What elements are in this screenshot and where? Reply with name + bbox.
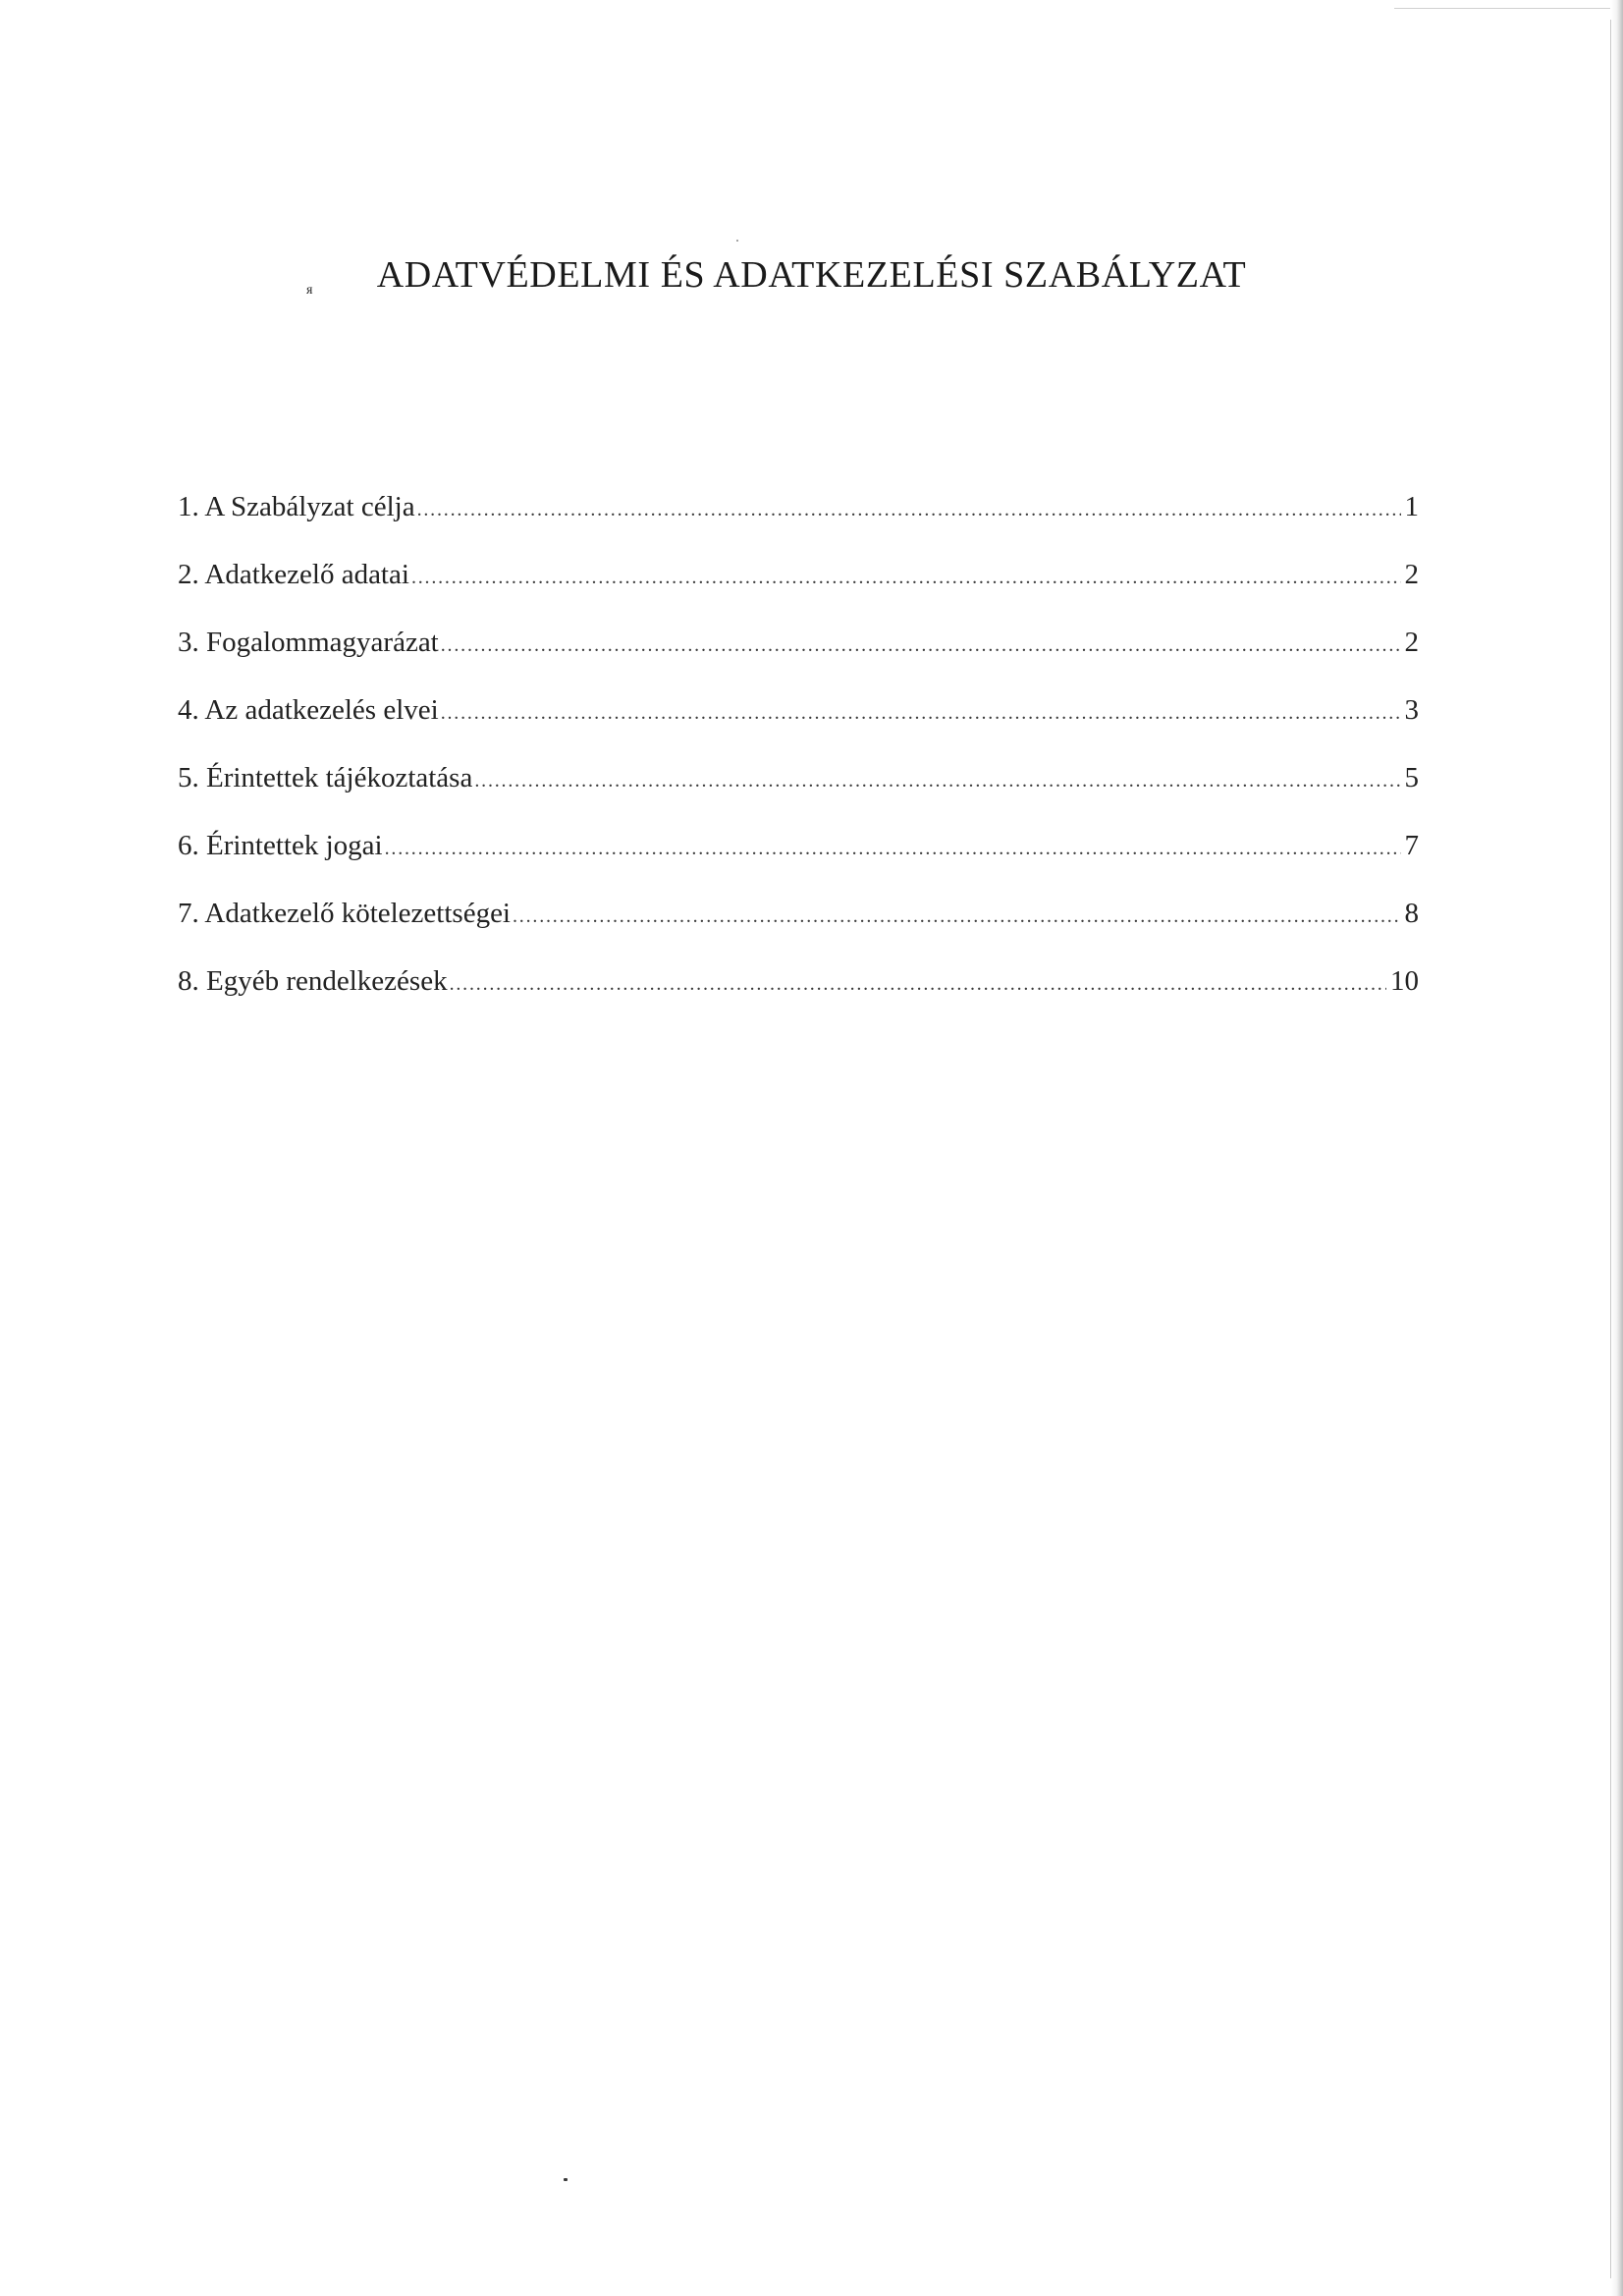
scan-speck bbox=[736, 240, 738, 242]
stray-mark: ᴙ bbox=[306, 283, 313, 298]
toc-dot-leader bbox=[450, 973, 1386, 996]
table-of-contents bbox=[178, 491, 1419, 1033]
scan-artifact-top bbox=[1394, 8, 1610, 9]
toc-entry-page: 3 bbox=[1404, 694, 1419, 726]
toc-entry bbox=[178, 898, 1419, 965]
toc-dot-leader bbox=[474, 770, 1400, 793]
scan-speck bbox=[564, 2178, 568, 2181]
toc-entry-page: 8 bbox=[1404, 898, 1419, 929]
toc-entry bbox=[178, 491, 1419, 559]
toc-entry bbox=[178, 965, 1419, 1033]
toc-entry-label: 5. Érintettek tájékoztatása bbox=[178, 762, 473, 793]
toc-entry bbox=[178, 762, 1419, 830]
scan-artifact-edge bbox=[1611, 0, 1623, 2296]
toc-entry-label: 4. Az adatkezelés elvei bbox=[178, 694, 439, 726]
toc-entry-label: 6. Érintettek jogai bbox=[178, 830, 383, 861]
toc-entry bbox=[178, 694, 1419, 762]
toc-entry bbox=[178, 559, 1419, 627]
toc-entry-page: 1 bbox=[1404, 491, 1419, 522]
toc-entry-label: 8. Egyéb rendelkezések bbox=[178, 965, 448, 997]
toc-entry-page: 2 bbox=[1404, 627, 1419, 658]
toc-entry-label: 3. Fogalommagyarázat bbox=[178, 627, 439, 658]
toc-entry-page: 7 bbox=[1404, 830, 1419, 861]
document-title: ADATVÉDELMI ÉS ADATKEZELÉSI SZABÁLYZAT bbox=[376, 254, 1247, 296]
toc-entry bbox=[178, 627, 1419, 694]
toc-entry-page: 2 bbox=[1404, 559, 1419, 590]
toc-entry-page: 10 bbox=[1390, 965, 1419, 997]
toc-dot-leader bbox=[385, 838, 1401, 860]
toc-dot-leader bbox=[441, 634, 1401, 657]
toc-entry-label: 2. Adatkezelő adatai bbox=[178, 559, 409, 590]
toc-entry bbox=[178, 830, 1419, 898]
toc-entry-label: 7. Adatkezelő kötelezettségei bbox=[178, 898, 511, 929]
toc-dot-leader bbox=[411, 567, 1401, 589]
toc-dot-leader bbox=[513, 905, 1401, 928]
toc-dot-leader bbox=[441, 702, 1401, 725]
toc-entry-page: 5 bbox=[1404, 762, 1419, 793]
toc-entry-label: 1. A Szabályzat célja bbox=[178, 491, 415, 522]
toc-dot-leader bbox=[417, 499, 1401, 521]
